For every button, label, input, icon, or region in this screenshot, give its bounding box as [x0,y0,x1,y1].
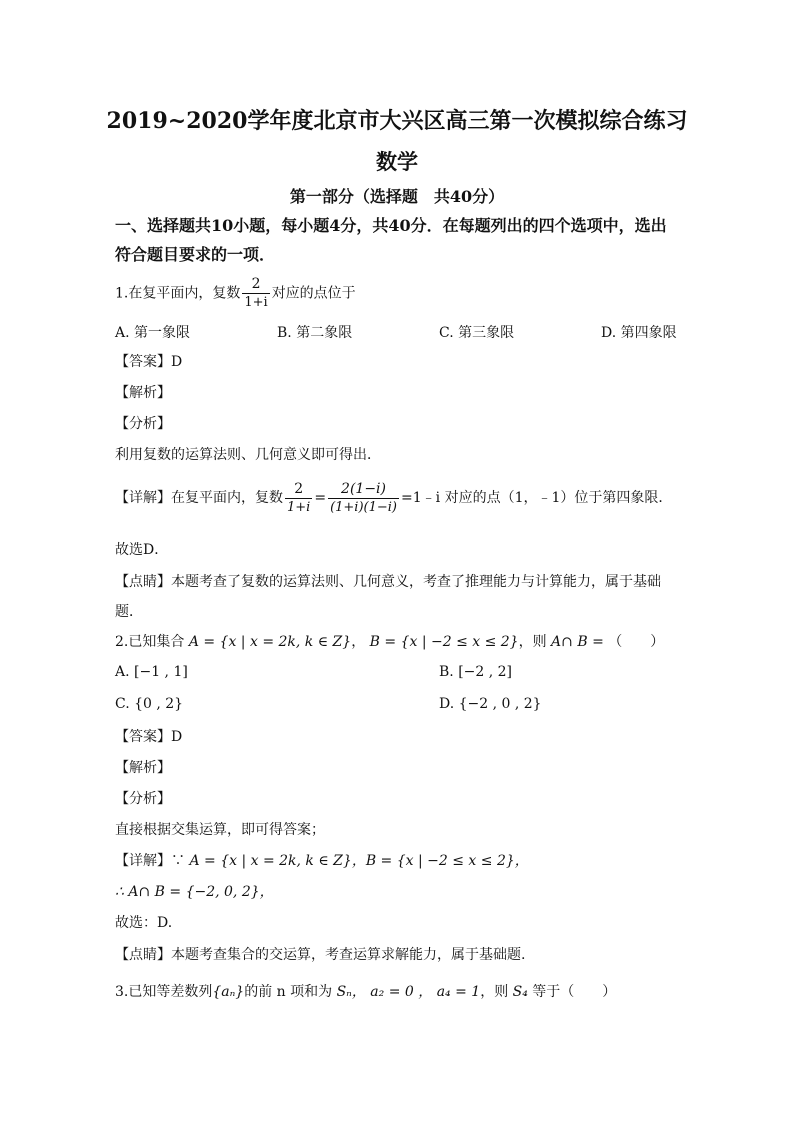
q1-comment-line1: 【点睛】本题考查了复数的运算法则、几何意义，考查了推理能力与计算能力，属于基础 [115,574,661,590]
q3-stem: 3.已知等差数列{aₙ}的前 n 项和为 Sₙ， a₂ = 0 ， a₄ = 1，则 S₄ 等于（ ） [115,984,617,1000]
q2-comment: 【点睛】本题考查集合的交运算，考查运算求解能力，属于基础题. [115,947,526,963]
q1-stem: 1.在复平面内，复数 $\frac{2}{1+i}$ 对应的点位于 [115,276,356,310]
q2-conclusion: 故选：D. [115,915,173,931]
subject-title: 数学 [376,149,418,174]
part-title: 第一部分（选择题 共40分） [289,187,505,206]
q1-option-b: B. 第二象限 [277,325,353,341]
q2-therefore: ∴ A∩ B = {−2, 0, 2}， [115,884,274,900]
q2-detail: 【详解】∵ A = {x | x = 2k, k ∈ Z}，B = {x | −2 ≤ x ≤ 2}， [115,853,529,869]
q1-detail-fraction-1: $\frac{2}{1+i}$ [287,480,311,515]
q2-option-c: C. {0 , 2} [115,696,184,712]
q2-option-d: D. {−2 , 0 , 2} [439,696,542,712]
q1-option-a: A. 第一象限 [115,325,191,341]
q2-option-b: B. [−2 , 2] [439,664,513,680]
section-instructions-line2: 符合题目要求的一项． [115,245,276,264]
q2-fenxi: 直接根据交集运算，即可得答案； [115,822,325,838]
q1-analysis-tag: 【解析】 [115,385,171,401]
section-instructions-line1: 一、选择题共10小题，每小题4分，共40分．在每题列出的四个选项中，选出 [115,216,667,235]
q1-conclusion: 故选D． [115,542,169,558]
q2-fenxi-tag: 【分析】 [115,791,171,807]
q1-fraction: $\frac{2}{1+i}$ [244,276,268,310]
q2-analysis-tag: 【解析】 [115,760,171,776]
q1-fenxi-tag: 【分析】 [115,416,171,432]
q2-stem: 2.已知集合 A = {x | x = 2k, k ∈ Z}， B = {x | −2 ≤ x ≤ 2}，则 A∩ B = （ ） [115,634,665,650]
q2-answer: 【答案】D [115,729,183,745]
q2-option-a: A. [−1 , 1] [115,664,188,680]
exam-title: 2019~2020学年度北京市大兴区高三第一次模拟综合练习 [106,108,688,134]
q1-option-d: D. 第四象限 [601,325,677,341]
q1-detail-fraction-2: $\frac{2(1-i)}{(1+i)(1-i)}$ [330,480,397,515]
q1-comment-line2: 题． [115,604,143,620]
q1-detail: 【详解】在复平面内，复数 $\frac{2}{1+i}$ = $\frac{2(1-i)}{(1+i)(1-i)}$ =1﹣i 对应的点（1，﹣1）位于第四象限． [115,480,673,515]
q1-fenxi: 利用复数的运算法则、几何意义即可得出． [115,447,381,463]
q1-answer: 【答案】D [115,354,183,370]
q1-option-c: C. 第三象限 [439,325,515,341]
